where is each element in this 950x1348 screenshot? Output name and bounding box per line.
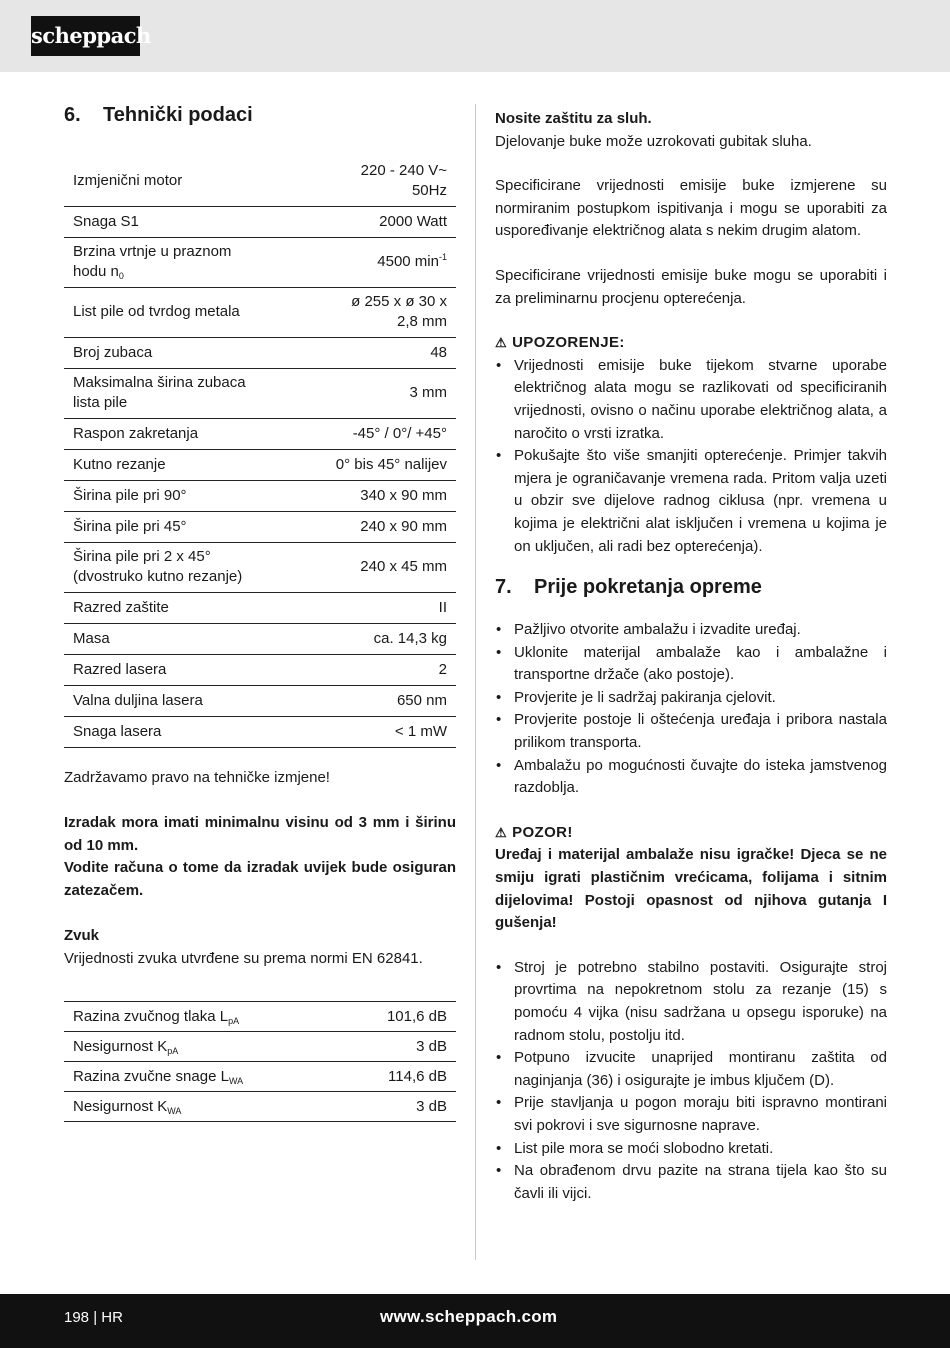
noise-value: 101,6 dB [341, 1001, 456, 1031]
table-row [64, 1031, 456, 1061]
spec-label: Valna duljina lasera [64, 685, 298, 716]
emission-paragraph-2: Specificirane vrijednosti emisije buke mogu se uporabiti i za preliminarnu procjenu opterećenja. [495, 266, 887, 307]
ear-protection-text: Djelovanje buke može uzrokovati gubitak sluha. [495, 132, 812, 150]
scheppach-logo: scheppach [31, 16, 140, 56]
table-row [64, 206, 456, 237]
spec-label: Snaga lasera [64, 716, 298, 747]
list-item: • Prije stavljanja u pogon moraju biti ispravno montirani svi pokrovi i sve sigurnosne naprave. [495, 1092, 887, 1137]
list-item: • Uklonite materijal ambalaže kao i ambalažne i transportne držače (ako postoje). [495, 642, 887, 687]
page-header [0, 0, 950, 72]
spec-label: List pile od tvrdog metala [64, 287, 298, 337]
list-item: • Pažljivo otvorite ambalažu i izvadite uređaj. [495, 619, 887, 642]
clamp-note: Vodite računa o tome da izradak uvijek bude osiguran zatezačem. [64, 859, 456, 899]
noise-table [64, 1001, 456, 1122]
warning-label: UPOZORENJE: [512, 334, 625, 352]
warning-triangle-icon: ⚠ [495, 824, 508, 840]
table-row [64, 480, 456, 511]
spec-value: 4500 $\min^{-1}$ [298, 237, 456, 287]
list-item: • Pokušajte što više smanjiti opterećenje. Primjer takvih mjera je ograničavanje vremena rada. Pritom valja uzeti u obzir sve dijelove radnog ciklusa (npr. vremena u kojima je električni alat isključen i vremena u kojima je on uključen, ali radi bez opterećenja). [495, 445, 887, 558]
noise-label: Razina zvučne snage $L_{WA}$ [64, 1061, 341, 1091]
table-row [64, 418, 456, 449]
noise-value: 3 dB [341, 1031, 456, 1061]
spec-label: Kutno rezanje [64, 449, 298, 480]
table-row [64, 156, 456, 206]
spec-value: 220 - 240 V~ 50Hz [298, 156, 456, 206]
section-heading: Prije pokretanja opreme [534, 576, 762, 599]
warning-triangle-icon: ⚠ [495, 335, 508, 351]
emission-paragraph: Specificirane vrijednosti emisije buke izmjerene su normiranim postupkom ispitivanja i mogu se uporabiti za uspoređivanje električnog alata s nekim drugim alatom. [495, 177, 887, 240]
list-item: • List pile mora se moći slobodno kretati. [495, 1138, 887, 1161]
section-number: 6. [64, 104, 81, 126]
noise-label: Nesigurnost $K_{WA}$ [64, 1091, 341, 1121]
table-row [64, 1061, 456, 1091]
caution-text: Uređaj i materijal ambalaže nisu igračke! Djeca se ne smiju igrati plastičnim vrećicama, folijama i sitnim dijelovima! Postoji opasnost od njihova gutanja I gušenja! [495, 846, 887, 932]
list-item: • Potpuno izvucite unaprijed montiranu zaštita od naginjanja (36) i osigurajte je imbus ključem (D). [495, 1047, 887, 1092]
right-column [495, 108, 887, 1205]
column-divider [475, 104, 476, 1260]
sound-text: Vrijednosti zvuka utvrđene su prema normi EN 62841. [64, 950, 423, 968]
table-row [64, 592, 456, 623]
warning-heading [495, 332, 887, 355]
spec-value: 2 [298, 654, 456, 685]
list-item: • Na obrađenom drvu pazite na strana tijela kao što su čavli ili vijci. [495, 1160, 887, 1205]
spec-label: Širina pile pri 2 x 45° (dvostruko kutno rezanje) [64, 542, 298, 592]
workpiece-note: Izradak mora imati minimalnu visinu od 3 mm i širinu od 10 mm. [64, 814, 456, 854]
caution-heading [495, 822, 887, 845]
table-row [64, 654, 456, 685]
section-heading: Tehnički podaci [103, 104, 253, 126]
list-item: • Ambalažu po mogućnosti čuvajte do isteka jamstvenog razdoblja. [495, 755, 887, 800]
spec-label: Razred zaštite [64, 592, 298, 623]
list-item: • Stroj je potrebno stabilno postaviti. Osigurajte stroj provrtima na nepokretnom stolu za rezanje (15) s pomoću 4 vijka (nisu sadržana u opsegu isporuke) na radnom stolu, postolju itd. [495, 957, 887, 1047]
spec-label: Širina pile pri 45° [64, 511, 298, 542]
noise-label: Nesigurnost $K_{pA}$ [64, 1031, 341, 1061]
table-row [64, 449, 456, 480]
warning-list [495, 355, 887, 558]
spec-value: -45° / 0°/ +45° [298, 418, 456, 449]
table-row [64, 337, 456, 368]
spec-label: Brzina vrtnje u praznom hodu $n_0$ [64, 237, 298, 287]
website-link[interactable]: www.scheppach.com [380, 1307, 558, 1326]
caution-label: POZOR! [512, 823, 573, 841]
table-row [64, 511, 456, 542]
spec-value: 240 x 90 mm [298, 511, 456, 542]
noise-value: 114,6 dB [341, 1061, 456, 1091]
page-footer [0, 1294, 950, 1348]
spec-value: 2000 Watt [298, 206, 456, 237]
spec-value: 340 x 90 mm [298, 480, 456, 511]
spec-label: Izmjenični motor [64, 156, 298, 206]
spec-label: Širina pile pri 90° [64, 480, 298, 511]
spec-label: Snaga S1 [64, 206, 298, 237]
table-row [64, 716, 456, 747]
list-item: • Vrijednosti emisije buke tijekom stvarne uporabe električnog alata mogu se razlikovati od specificiranih vrijednosti, ovisno o načinu uporabe električnog alata, a naročito o vrsti izratka. [495, 355, 887, 445]
spec-value: 240 x 45 mm [298, 542, 456, 592]
noise-label: Razina zvučnog tlaka $L_{pA}$ [64, 1001, 341, 1031]
spec-label: Masa [64, 623, 298, 654]
reserve-note: Zadržavamo pravo na tehničke izmjene! [64, 768, 330, 786]
spec-label: Razred lasera [64, 654, 298, 685]
table-row [64, 685, 456, 716]
section-6-title [64, 104, 456, 127]
table-row [64, 623, 456, 654]
noise-value: 3 dB [341, 1091, 456, 1121]
spec-label: Maksimalna širina zubaca lista pile [64, 368, 298, 418]
spec-value: II [298, 592, 456, 623]
section-number: 7. [495, 576, 512, 599]
spec-value: < 1 mW [298, 716, 456, 747]
table-row [64, 1001, 456, 1031]
left-column [64, 104, 456, 1122]
spec-value: 48 [298, 337, 456, 368]
table-row [64, 237, 456, 287]
spec-value: ca. 14,3 kg [298, 623, 456, 654]
ear-protection-heading: Nosite zaštitu za sluh. [495, 110, 652, 127]
table-row [64, 542, 456, 592]
unpacking-list [495, 619, 887, 800]
table-row [64, 287, 456, 337]
spec-label: Raspon zakretanja [64, 418, 298, 449]
list-item: • Provjerite je li sadržaj pakiranja cjelovit. [495, 687, 887, 710]
list-item: • Provjerite postoje li oštećenja uređaja i pribora nastala prilikom transporta. [495, 709, 887, 754]
page-number: 198 | HR [64, 1309, 123, 1326]
spec-label: Broj zubaca [64, 337, 298, 368]
section-7-title [495, 576, 887, 599]
sound-heading: Zvuk [64, 927, 100, 945]
spec-value: 650 nm [298, 685, 456, 716]
setup-list [495, 957, 887, 1206]
spec-value: 3 mm [298, 368, 456, 418]
table-row [64, 368, 456, 418]
spec-value: ø 255 x ø 30 x 2,8 mm [298, 287, 456, 337]
spec-value: 0° bis 45° nalijev [298, 449, 456, 480]
table-row [64, 1091, 456, 1121]
specs-table [64, 156, 456, 748]
